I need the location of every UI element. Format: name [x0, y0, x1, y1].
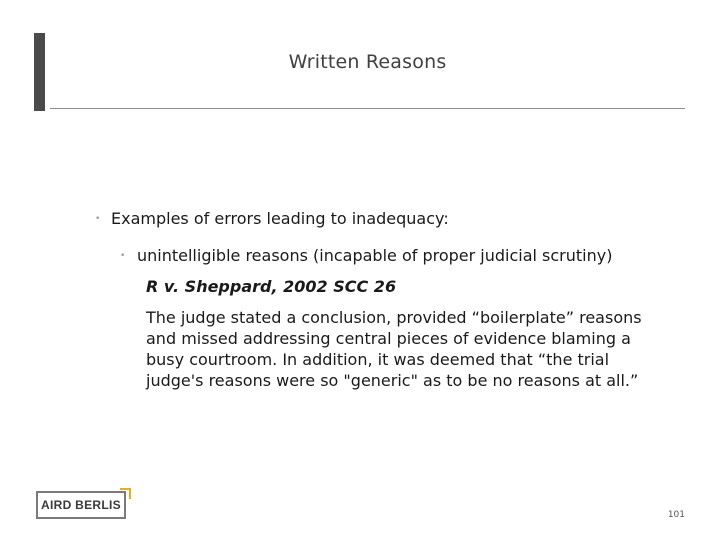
bullet-dot-icon: •	[95, 214, 101, 224]
bullet-text: Examples of errors leading to inadequacy:	[111, 209, 449, 228]
case-citation: R v. Sheppard, 2002 SCC 26	[146, 277, 397, 296]
sub-bullet-text: unintelligible reasons (incapable of proper judicial scrutiny)	[137, 246, 613, 265]
bullet-dot-icon: •	[120, 251, 126, 261]
company-logo	[36, 491, 126, 519]
bullet-level-2	[120, 246, 612, 266]
title-divider	[50, 108, 685, 109]
case-summary-paragraph: The judge stated a conclusion, provided “boilerplate” reasons and missed addressing central pieces of evidence blaming a busy courtroom. In addition, it was deemed that “the trial judge's reasons were so "generic" as to be no reasons at all.”	[146, 308, 642, 390]
bullet-level-1	[95, 209, 449, 229]
title-accent-bar	[34, 33, 45, 111]
logo-corner-accent	[120, 488, 131, 499]
page-number: 101	[667, 510, 685, 520]
slide-title: Written Reasons	[288, 51, 447, 73]
logo-text: AIRD BERLIS	[41, 498, 121, 512]
